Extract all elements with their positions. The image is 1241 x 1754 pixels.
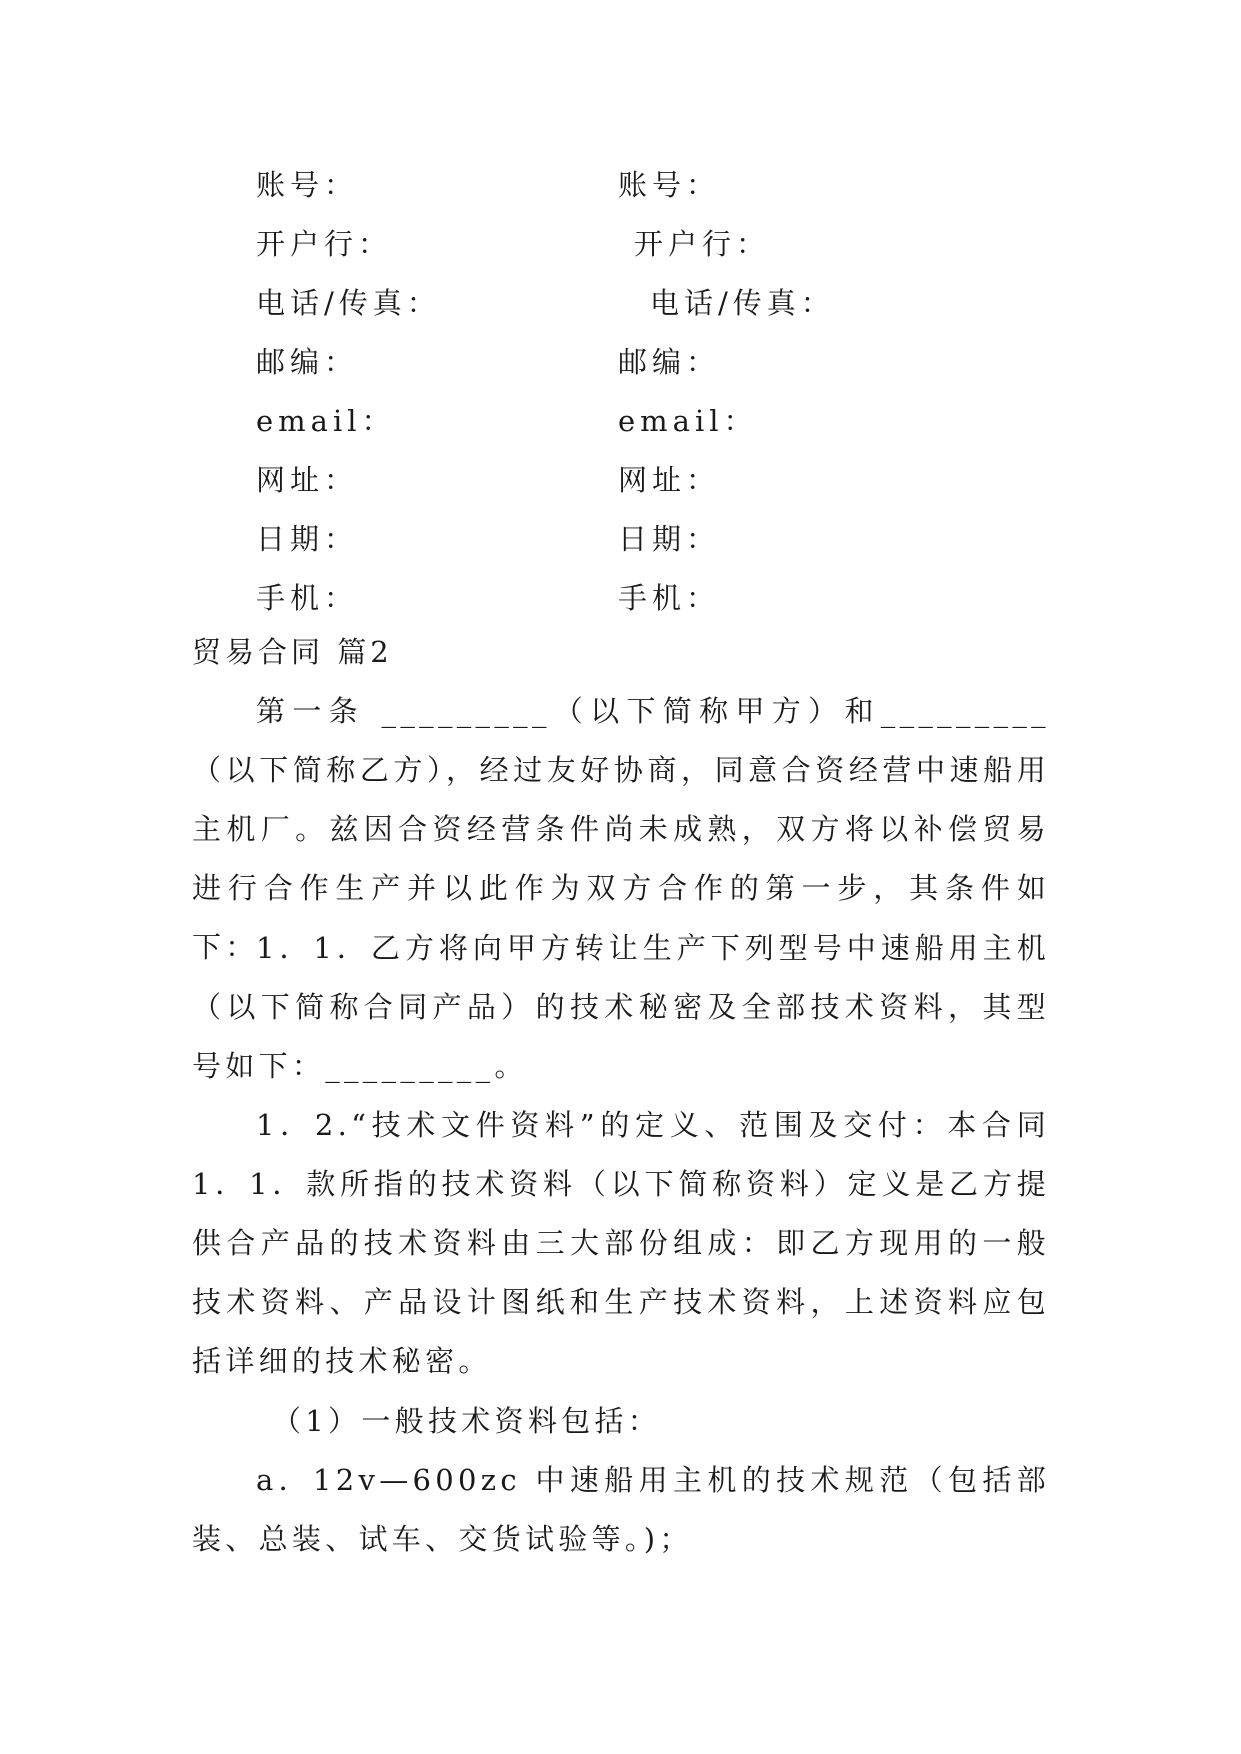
paragraph-clause-1-1: 1．1．乙方将向甲方转让生产下列型号中速船用主机（以下简称合同产品）的技术秘密及全部技术资料，其型号如下：_________。 [192,931,1050,1083]
right-postcode-label: 邮编： [618,345,721,379]
left-website-label: 网址： [256,463,359,497]
right-bank-label: 开户行： [634,227,771,261]
left-date-label: 日期： [256,522,359,556]
paragraph-clause-1-2: 1．2.“技术文件资料”的定义、范围及交付：本合同1．1．款所指的技术资料（以下简称资料）定义是乙方提供合产品的技术资料由三大部份组成：即乙方现用的一般技术资料、产品设计图纸和生产技术资料，上述资料应包括详细的技术秘密。 [192,1108,1050,1378]
left-email-label: email： [256,404,396,438]
left-phone-fax-label: 电话/传真： [256,286,441,320]
section-title: 贸易合同 篇2 [192,635,393,669]
right-website-label: 网址： [618,463,721,497]
paragraph-article-1: 第一条 _________（以下简称甲方）和_________（以下简称乙方），经过友好协商，同意合资经营中速船用主机厂。兹因合资经营条件尚未成熟，双方将以补偿贸易进行合作生产并以此作为双方合作的第一步，其条件如下： [192,694,1050,964]
left-mobile-label: 手机： [256,581,359,615]
left-postcode-label: 邮编： [256,345,359,379]
left-account-label: 账号： [256,168,359,202]
right-email-label: email： [618,404,758,438]
left-bank-label: 开户行： [256,227,393,261]
paragraph-item-a: a．12v—600zc 中速船用主机的技术规范（包括部装、总装、试车、交货试验等。)； [192,1463,1050,1556]
paragraph-general-docs: （1）一般技术资料包括： [272,1404,662,1438]
right-phone-fax-label: 电话/传真： [650,286,835,320]
right-mobile-label: 手机： [618,581,721,615]
right-account-label: 账号： [618,168,721,202]
right-date-label: 日期： [618,522,721,556]
